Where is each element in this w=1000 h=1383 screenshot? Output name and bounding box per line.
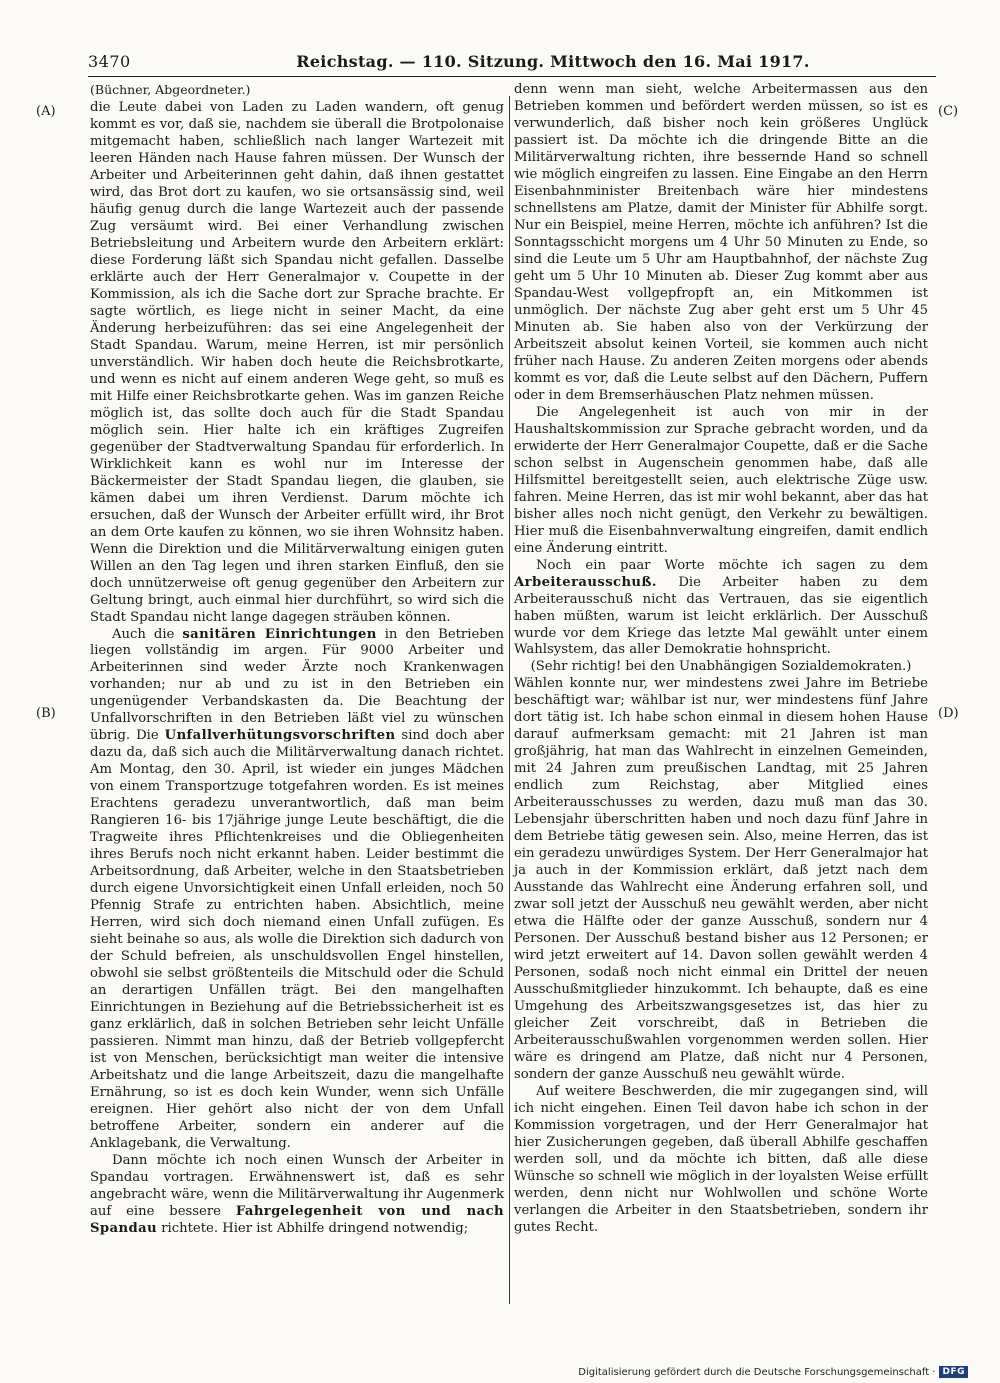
paragraph: denn wenn man sieht, welche Arbeitermassen aus den Betrieben kommen und befördert werden müssen, so ist es verwunderlich, daß bisher noch kein größeres Unglück passiert ist. Da möchte ich die dringende Bitte an die Militärverwaltung richten, ihre bessernde Hand so schnell wie möglich eingreifen zu lassen. Eine Eingabe an den Herrn Eisenbahnminister Breitenbach wäre hier mindestens schnellstens am Platze, damit der Minister für Abhilfe sorgt. Nur ein Beispiel, meine Herren, möchte ich anführen? Ist die Sonntagsschicht morgens um 4 Uhr 50 Minuten zu Ende, so sind die Leute um 5 Uhr am Hauptbahnhof, der nächste Zug geht um 5 Uhr 10 Minuten ab. Dieser Zug kommt aber aus Spandau-West vollgepfropft an, ein Mitkommen ist unmöglich. Der nächste Zug aber geht erst um 5 Uhr 45 Minuten ab. Sie haben also von der Verkürzung der Arbeitszeit absolut keinen Vorteil, sie kommen auch nicht früher nach Hause. Zu anderen Zeiten morgens oder abends kommt es vor, daß die Leute selbst auf den Dächern, Puffern oder in dem Bremserhäuschen Platz nehmen müssen. xyxy=(514,82,928,403)
paragraph: Die Angelegenheit ist auch von mir in der Haushaltskommission zur Sprache gebracht worden, und da erwiderte der Herr Generalmajor Coupette, daß er die Sache schon selbst in Augenschein genommen habe, daß alle Hilfsmittel bereitgestellt seien, auch elektrische Züge usw. fahren. Meine Herren, das ist mir wohl bekannt, aber das hat bisher alles noch nicht genügt, den Verkehr zu bewältigen. Hier muß die Eisenbahnverwaltung eingreifen, damit endlich eine Änderung eintritt. xyxy=(514,404,928,556)
interjection: (Sehr richtig! bei den Unabhängigen Sozialdemokraten.) xyxy=(530,659,912,675)
emphasis: sanitären Einrichtungen xyxy=(182,626,377,642)
left-column xyxy=(90,82,504,1238)
paragraph: Noch ein paar Worte möchte ich sagen zu dem Arbeiterausschuß. Die Arbeiter haben zu dem Arbeiterausschuß nicht das Vertrauen, das sie eigentlich haben müßten, warum ist leicht erklärlich. Der Ausschuß wurde vor dem Kriege das letzte Mal gewählt unter einem Wahlsystem, das aller Demokratie hohnspricht. xyxy=(514,557,928,658)
page-header xyxy=(88,50,936,77)
emphasis: Arbeiterausschuß. xyxy=(514,574,657,590)
column-divider xyxy=(509,96,510,1304)
paragraph: die Leute dabei von Laden zu Laden wandern, oft genug kommt es vor, daß sie, nachdem sie überall die Brotpolonaise mitgemacht haben, schließlich nach langer Wartezeit mit leeren Händen nach Hause fahren müssen. Der Wunsch der Arbeiter und Arbeiterinnen geht dahin, daß ihnen gestattet wird, das Brot dort zu kaufen, wo sie ortsansässig sind, weil häufig genug durch die lange Wartezeit auch der passende Zug versäumt wird. Bei einer Verhandlung zwischen Betriebsleitung und Arbeitern wurde den Arbeitern erklärt: diese Forderung läßt sich Spandau nicht gefallen. Dasselbe erklärte auch der Herr Generalmajor v. Coupette in der Kommission, als ich die Sache dort zur Sprache brachte. Er sagte wörtlich, es liege nicht in seiner Macht, da eine Änderung herbeizuführen: das sei eine Angelegenheit der Stadt Spandau. Warum, meine Herren, ist mir persönlich unverständlich. Wir haben doch heute die Reichsbrotkarte, und wenn es nicht auf einem anderen Wege geht, so muß es mit Hilfe einer Reichsbrotkarte gehen. Was im ganzen Reiche möglich ist, das sollte doch auch für die Stadt Spandau möglich sein. Hier halte ich ein kräftiges Zugreifen gegenüber der Stadtverwaltung Spandau für erforderlich. In Wirklichkeit kann es wohl nur im Interesse der Bäckermeister der Stadt Spandau liegen, die glauben, sie kämen dabei um ihren Verdienst. Darum möchte ich ersuchen, daß der Wunsch der Arbeiter erfüllt wird, ihr Brot an dem Orte kaufen zu können, wo sie ihren Wohnsitz haben. Wenn die Direktion und die Militärverwaltung einigen guten Willen an den Tag legen und ihren starken Einfluß, den sie doch unnützerweise oft genug gegenüber den Arbeitern zur Geltung bringt, auch einmal hier durchführt, so wird sich die Stadt Spandau nicht lange dagegen sträuben können. xyxy=(90,99,504,625)
right-column xyxy=(514,82,928,1237)
footer-text: Digitalisierung gefördert durch die Deutsche Forschungsgemeinschaft · xyxy=(578,1366,936,1378)
margin-letter-c: (C) xyxy=(938,104,959,119)
emphasis: Unfallverhütungsvorschriften xyxy=(164,728,396,744)
paragraph: Auch die sanitären Einrichtungen in den Betrieben liegen vollständig im argen. Für 9000 Arbeiter und Arbeiterinnen sind weder Ärzte noch Krankenwagen vorhanden; nur ab und zu ist in den Betrieben ein ungenügender Verbandskasten da. Die Beachtung der Unfallvorschriften in den Betrieben läßt viel zu wünschen übrig. Die Unfallverhütungsvorschriften sind doch aber dazu da, daß sich auch die Militärverwaltung danach richtet. Am Montag, den 30. April, ist wieder ein junges Mädchen von einem Transportzuge totgefahren worden. Es ist meines Erachtens geradezu unverantwortlich, daß man beim Rangieren 16- bis 17jährige junge Leute beschäftigt, die die Tragweite ihres Pflichtenkreises und die Obliegenheiten ihres Berufs noch nicht erkannt haben. Leider bestimmt die Arbeitsordnung, daß Arbeiter, welche in den Staatsbetrieben durch eigene Unvorsichtigkeit einen Unfall erleiden, noch 50 Pfennig Strafe zu entrichten haben. Absichtlich, meine Herren, wird sich doch niemand einen Unfall zufügen. Es sieht beinahe so aus, als wolle die Direktion sich dadurch von der Schuld befreien, als unschuldsvollen Engel hinstellen, obwohl sie selbst größtenteils die Mitschuld oder die Schuld an derartigen Unfällen trägt. Bei den mangelhaften Einrichtungen in Beziehung auf die Betriebssicherheit ist es ganz erklärlich, daß in solchen Betrieben sehr leicht Unfälle passieren. Nimmt man hinzu, daß der Betrieb vollgepfercht ist von Menschen, berücksichtigt man weiter die intensive Arbeitshatz und die lange Arbeitszeit, dazu die mangelhafte Ernährung, so ist es doch kein Wunder, wenn sich Unfälle ereignen. Hier gehört also nicht der von dem Unfall betroffene Arbeiter, sondern ein anderer auf die Anklagebank, die Verwaltung. xyxy=(90,626,504,1152)
margin-letter-a: (A) xyxy=(36,104,56,119)
emphasis: Fahrgelegenheit von und nach Spandau xyxy=(90,1203,504,1236)
margin-letter-b: (B) xyxy=(36,706,56,721)
paragraph: Auf weitere Beschwerden, die mir zugegangen sind, will ich nicht eingehen. Einen Teil davon habe ich schon in der Kommission vorgetragen, und der Herr Generalmajor hat hier Zusicherungen gegeben, daß überall Abhilfe geschaffen werden soll, und da möchte ich bitten, daß alle diese Wünsche so schnell wie möglich in der loyalsten Weise erfüllt werden, denn nicht nur Wohlwollen und schöne Worte verlangen die Arbeiter in den Staatsbetrieben, sondern ihr gutes Recht. xyxy=(514,1084,928,1235)
margin-letter-d: (D) xyxy=(938,706,959,721)
digitization-footer xyxy=(578,1366,968,1378)
paragraph: Wählen konnte nur, wer mindestens zwei Jahre im Betriebe beschäftigt war; wählbar ist nur, wer mindestens fünf Jahre dort tätig ist. Ich habe schon einmal in diesem hohen Hause darauf aufmerksam gemacht: mit 21 Jahren ist man großjährig, hat man das Wahlrecht in einzelnen Gemeinden, mit 24 Jahren zum preußischen Landtag, mit 25 Jahren endlich zum Reichstag, aber Mitglied eines Arbeiterausschusses zu werden, dazu muß man das 30. Lebensjahr überschritten haben und noch dazu fünf Jahre in dem Betriebe tätig gewesen sein. Also, meine Herren, das ist ein geradezu unwürdiges System. Der Herr Generalmajor hat ja auch in der Kommission erklärt, daß jetzt nach dem Ausstande das Wahlrecht eine Änderung erfahren soll, und zwar soll jetzt der Ausschuß neu gewählt werden, aber nicht etwa die Hälfte oder der ganze Ausschuß, sondern nur 4 Personen. Der Ausschuß bestand bisher aus 12 Personen; er wird jetzt erweitert auf 14. Davon sollen gewählt werden 4 Personen, sodaß noch nicht einmal ein Drittel der neuen Ausschußmitglieder hinzukommt. Ich behaupte, daß es eine Umgehung des Arbeitszwangsgesetzes ist, das hier zu gleicher Zeit vorschreibt, daß in Betrieben die Arbeiterausschußwahlen vorgenommen werden sollen. Hier wäre es dringend am Platze, daß nicht nur 4 Personen, sondern der ganze Ausschuß neu gewählt würde. xyxy=(514,676,928,1083)
page-number: 3470 xyxy=(88,52,131,71)
paragraph: Dann möchte ich noch einen Wunsch der Arbeiter in Spandau vortragen. Erwähnenswert ist, daß es sehr angebracht wäre, wenn die Militärverwaltung ihr Augenmerk auf eine bessere Fahrgelegenheit von und nach Spandau richtete. Hier ist Abhilfe dringend notwendig; xyxy=(90,1153,504,1236)
speaker-label: (Büchner, Abgeordneter.) xyxy=(90,82,251,97)
dfg-logo-icon: DFG xyxy=(939,1366,968,1378)
running-title: Reichstag. — 110. Sitzung. Mittwoch den 16. Mai 1917. xyxy=(296,52,810,71)
